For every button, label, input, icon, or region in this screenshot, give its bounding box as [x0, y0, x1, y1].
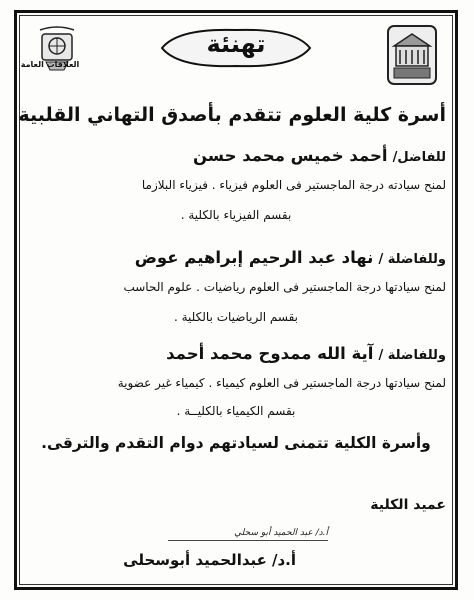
public-relations-logo-icon	[34, 26, 80, 88]
recipient-1-name: أحمد خميس محمد حسن	[192, 146, 388, 165]
recipient-2-prefix: وللفاضلة /	[378, 252, 446, 267]
university-seal-icon	[384, 24, 440, 88]
recipient-3-name-line	[26, 344, 446, 363]
dean-name: عبدالحميد أبوسحلى	[123, 551, 267, 569]
recipient-1-name-line	[26, 146, 446, 165]
closing-wishes: وأسرة الكلية تتمنى لسيادتهم دوام التقدم والترقى.	[41, 434, 431, 452]
handwritten-signature: أ.د/ عبد الحميد أبو سحلي	[234, 528, 328, 538]
recipient-2-name: نهاد عبد الرحيم إبراهيم عوض	[134, 248, 374, 267]
page-title: أسرة كلية العلوم تتقدم بأصدق التهاني القلبية	[18, 104, 446, 126]
dean-name-line	[26, 550, 296, 569]
recipient-2-name-line	[26, 248, 446, 267]
signature-underline	[168, 540, 328, 541]
recipient-1-line2: بقسم الفيزياء بالكلية .	[180, 208, 292, 222]
recipient-2-line2: بقسم الرياضيات بالكلية .	[173, 310, 299, 324]
logo-caption: العلاقات العامة	[20, 60, 80, 69]
recipient-3-line2: بقسم الكيمياء بالكليــة .	[176, 404, 296, 418]
recipient-3-name: آية الله ممدوح محمد أحمد	[166, 344, 374, 363]
recipient-3-prefix: وللفاضلة /	[378, 348, 446, 363]
recipient-2-line1: لمنح سيادتها درجة الماجستير فى العلوم رياضيات . علوم الحاسب	[123, 280, 446, 294]
banner-title: تهنئة	[206, 30, 266, 58]
dean-prefix: أ.د/	[271, 551, 296, 569]
dean-title-text: عميد الكلية	[370, 497, 446, 513]
recipient-1-line1: لمنح سيادته درجة الماجستير فى العلوم فيزياء . فيزياء البلازما	[141, 178, 446, 192]
dean-title	[176, 494, 446, 513]
recipient-3-line1: لمنح سيادتها درجة الماجستير فى العلوم كيمياء . كيمياء غير عضوية	[117, 376, 446, 390]
recipient-1-prefix: للفاضل/	[392, 150, 446, 165]
